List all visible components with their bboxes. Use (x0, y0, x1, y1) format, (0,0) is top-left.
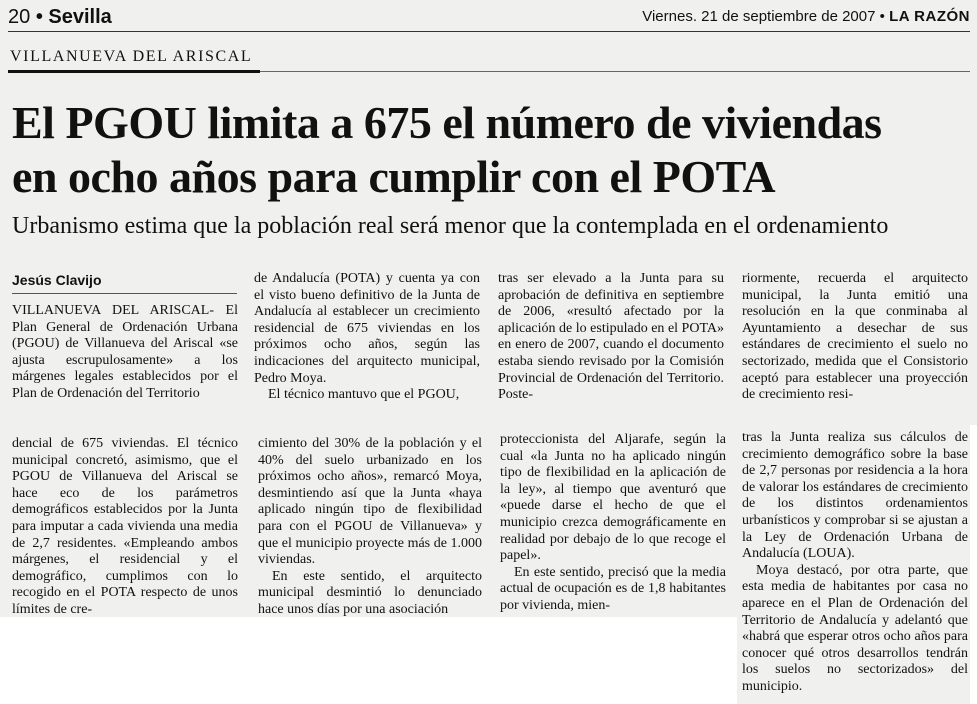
paragraph: VILLANUEVA DEL ARISCAL- El Plan General de Ordenación Urbana (PGOU) de Villanueva del Ariscal «se ajusta escrupulosamente» a los márgenes legales establecidos por el Plan de Ordenación del Territorio (12, 303, 238, 401)
bottom-column-3 (500, 432, 726, 615)
header-separator: • (879, 8, 885, 25)
paragraph: dencial de 675 viviendas. El técnico municipal concretó, asimismo, que el PGOU de Villanueva del Ariscal se hace eco de los parámetros demográficos establecidos por la Junta para imputar a cada vivienda una media de 2,7 residentes. «Empleando ambos márgenes, el residencial y el demográfico, cumplimos con lo recogido en el POTA respecto de unos límites de cre- (12, 436, 238, 617)
top-column-2 (254, 271, 480, 404)
bottom-column-2 (258, 436, 482, 619)
paragraph: proteccionista del Aljarafe, según la cual «la Junta no ha aplicado ningún tipo de flexibilidad en la aplicación de la ley», al tiempo que aventuró que «puede darse el hecho de que el municipio crezca demográficamente en realidad por debajo de lo que recoge el papel». (500, 432, 726, 564)
top-column-3 (498, 271, 724, 404)
location-label: VILLANUEVA DEL ARISCAL (10, 48, 253, 65)
bottom-column-1 (12, 436, 238, 619)
newspaper-name: LA RAZÓN (889, 8, 970, 25)
blank-area-bottom-left (0, 617, 737, 704)
paragraph: En este sentido, precisó que la media actual de ocupación es de 1,8 habitantes por vivienda, mien- (500, 564, 726, 613)
location-rule (8, 70, 260, 73)
bottom-column-4 (742, 430, 968, 696)
header-rule (8, 31, 970, 32)
location-rule-thin (260, 71, 970, 72)
byline-rule (12, 293, 237, 294)
issue-date: Viernes. 21 de septiembre de 2007 (642, 8, 876, 25)
headline (12, 96, 972, 204)
paragraph: tras la Junta realiza sus cálculos de crecimiento demográfico sobre la base de 2,7 personas por residencia a la hora de valorar los estándares de crecimiento de los distintos ordenamientos urbanísticos y comprobar si se ajustan a la Ley de Ordenación Urbana de Andalucía (LOUA). (742, 430, 968, 562)
header-left (8, 6, 112, 29)
section-name: Sevilla (48, 6, 112, 28)
byline: Jesús Clavijo (12, 272, 102, 288)
paragraph: En este sentido, el arquitecto municipal desmintió lo denunciado hace unos días por una asociación (258, 568, 482, 617)
top-column-1 (12, 303, 238, 403)
paragraph: de Andalucía (POTA) y cuenta ya con el visto bueno definitivo de la Junta de Andalucía al establecer un crecimiento residencial de 675 viviendas en los próximos ocho años, según las indicaciones del arquitecto municipal, Pedro Moya. (254, 271, 480, 386)
headline-line-1: El PGOU limita a 675 el número de viviendas (12, 97, 882, 148)
paragraph: El técnico mantuvo que el PGOU, (268, 387, 460, 403)
paragraph: cimiento del 30% de la población y el 40% del suelo urbanizado en los próximos ocho años», remarcó Moya, desmintiendo así que la Junta «haya aplicado ningún tipo de flexibilidad para con el PGOU de Villanueva» y que el municipio proyecte más de 1.000 viviendas. (258, 436, 482, 568)
paragraph: Moya destacó, por otra parte, que esta media de habitantes por casa no aparece en el Plan de Ordenación del Territorio de Andalucía y adelantó que «habrá que esperar otros ocho años para conocer qué otros desarrollos tendrán los suelos no sectorizados» del municipio. (742, 562, 968, 694)
subheadline: Urbanismo estima que la población real será menor que la contemplada en el ordenamiento (12, 213, 889, 239)
blank-area-right-edge (970, 425, 977, 704)
paragraph: tras ser elevado a la Junta para su aprobación de definitiva en septiembre de 2006, «resultó afectado por la aplicación de lo estipulado en el POTA» en enero de 2007, cuando el documento estaba siendo revisado por la Comisión Provincial de Ordenación del Territorio. Poste- (498, 271, 724, 403)
page-number: 20 (8, 6, 31, 28)
headline-line-2: en ocho años para cumplir con el POTA (12, 151, 776, 202)
header-bullet: • (35, 6, 43, 28)
paragraph: riormente, recuerda el arquitecto municipal, la Junta emitió una resolución en la que conminaba al Ayuntamiento a desechar de sus estándares de crecimiento el suelo no sectorizado, medida que el Consistorio aceptó para establecer una proyección de crecimiento resi- (742, 271, 968, 403)
top-column-4 (742, 271, 968, 404)
header-right (642, 8, 970, 25)
page-header (8, 6, 970, 32)
